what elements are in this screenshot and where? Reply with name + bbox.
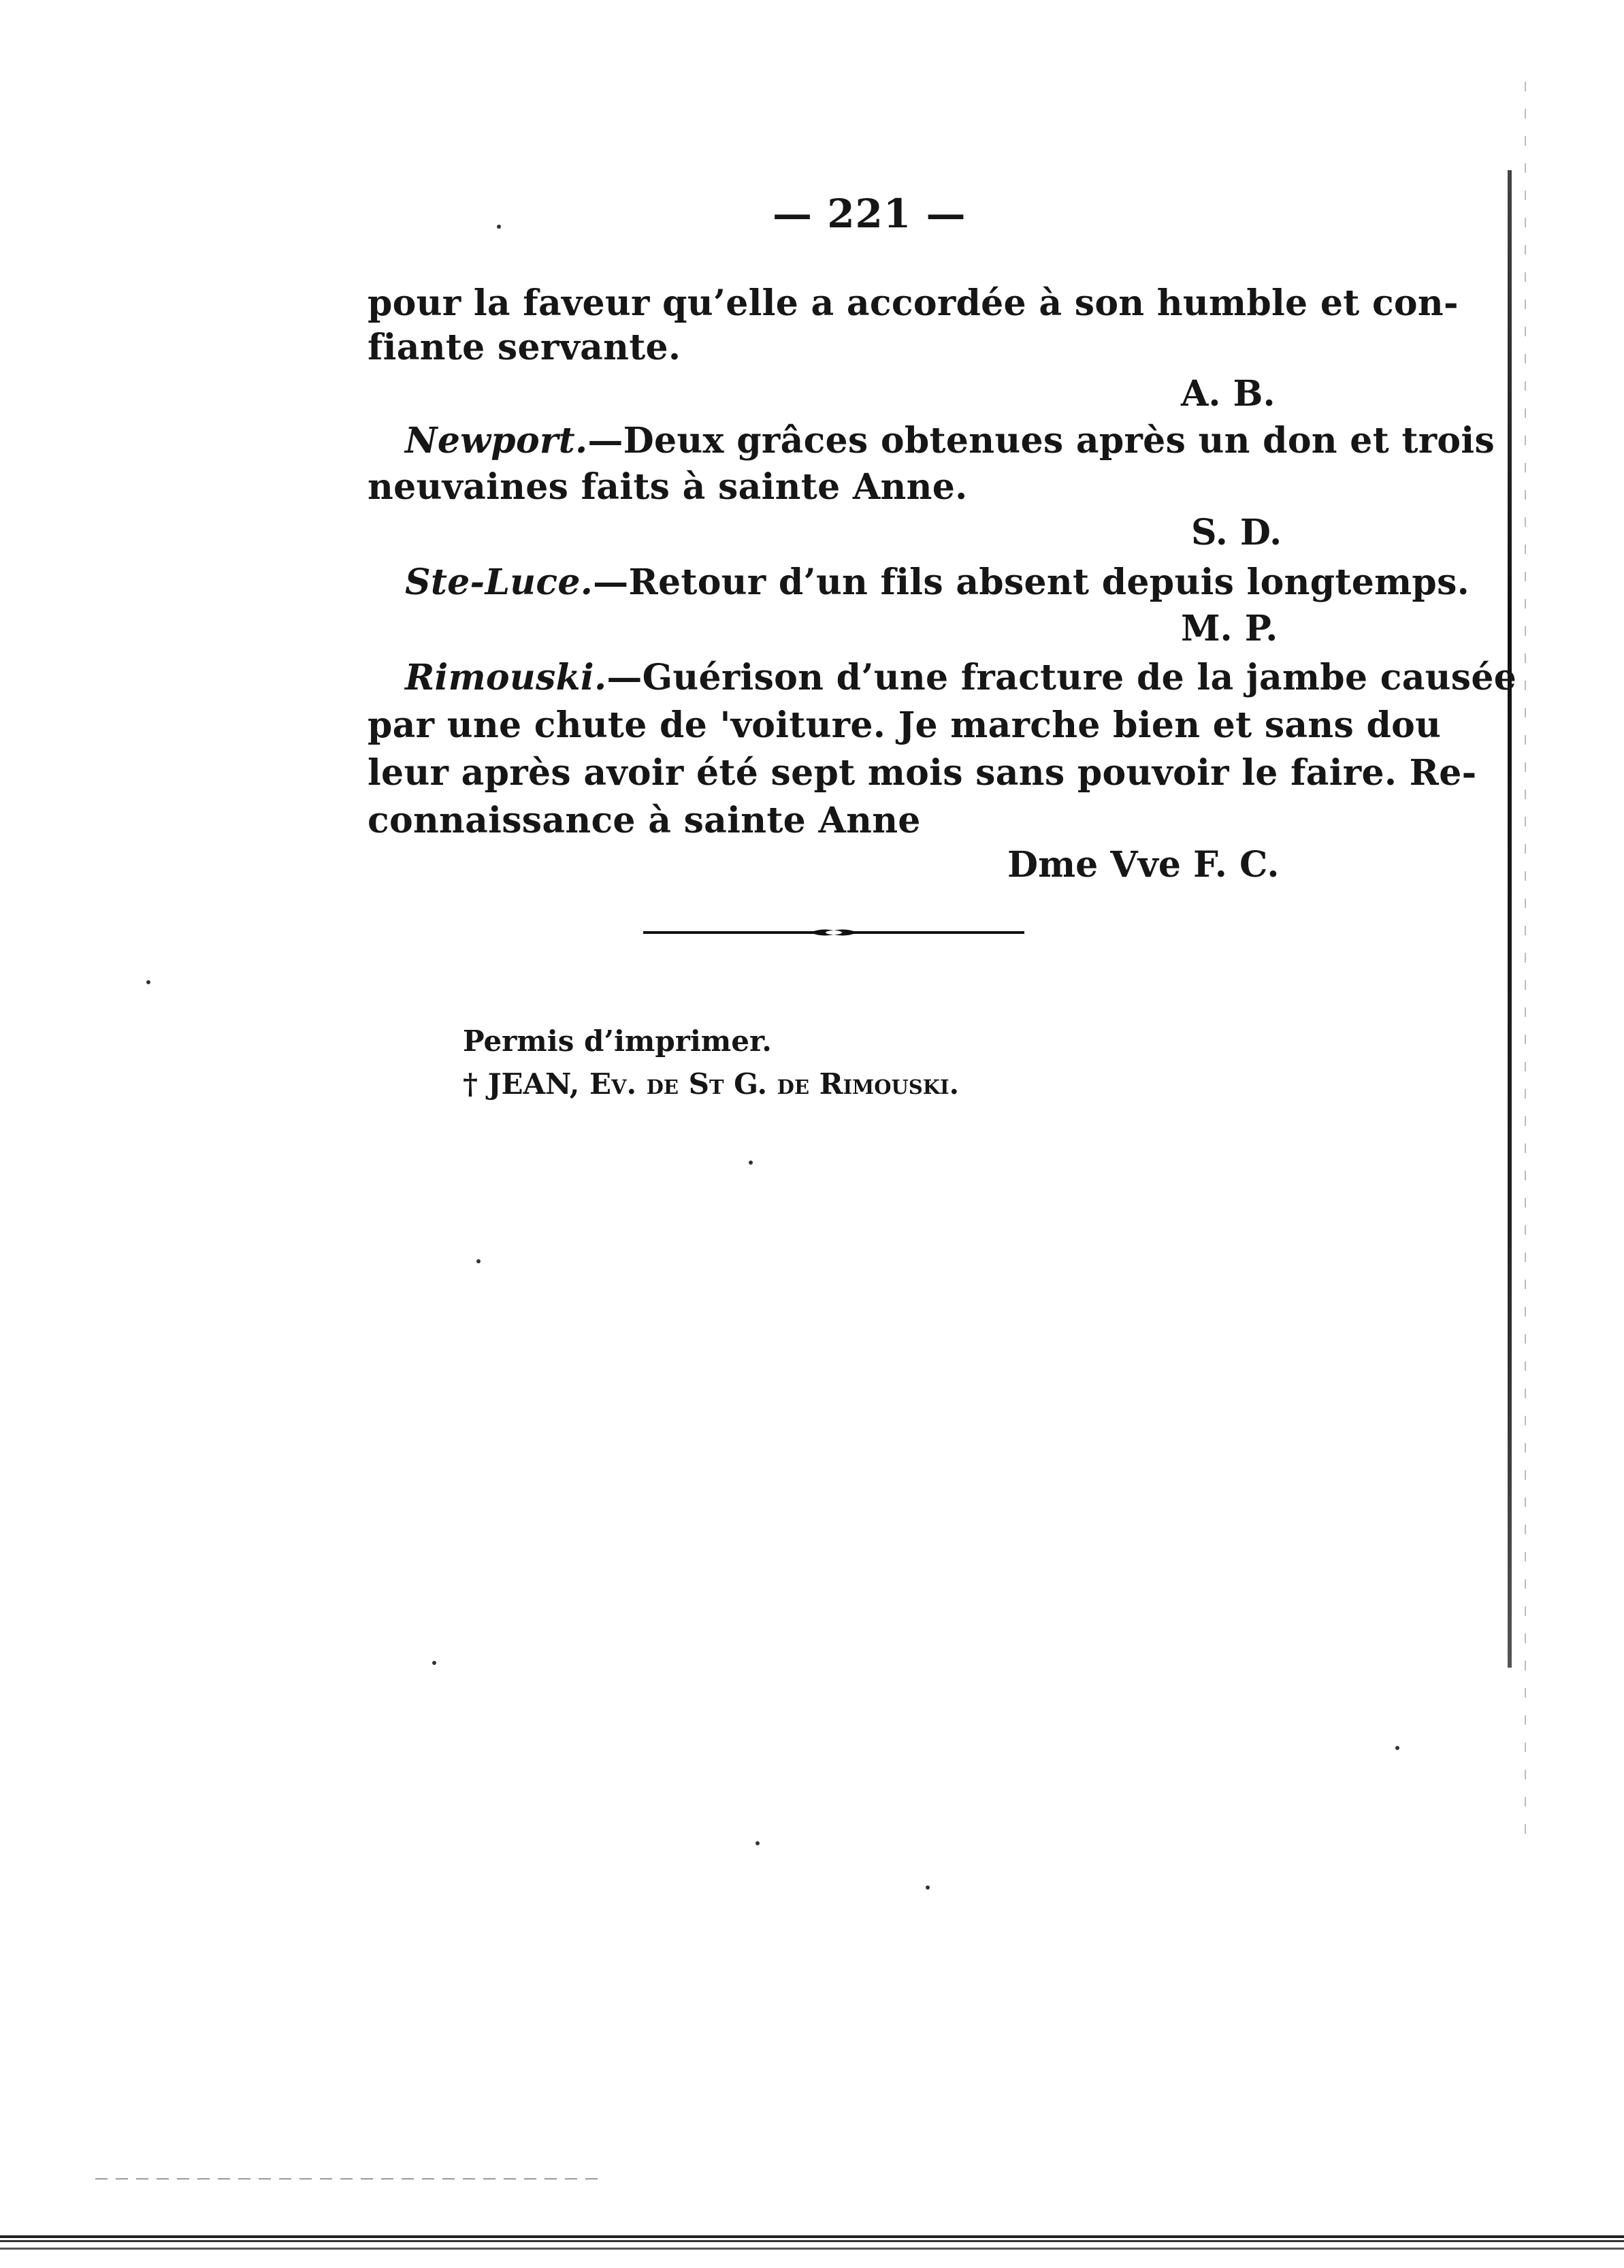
imprimatur-line-1: Permis d’imprimer.	[463, 1024, 772, 1058]
imprimatur-line-2	[463, 1067, 959, 1101]
signature-ab: A. B.	[1181, 373, 1276, 415]
page-number: — 221 —	[773, 191, 967, 237]
bishop-title: Ev. de St G. de Rimouski.	[589, 1067, 960, 1101]
paragraph-2-line-1	[405, 420, 1495, 461]
signature-sd: S. D.	[1191, 512, 1282, 553]
scan-speck	[1395, 1746, 1399, 1750]
scan-speck	[749, 1161, 753, 1165]
scan-speck	[497, 225, 501, 229]
paragraph-2-text: —Deux grâces obtenues après un don et trois	[587, 420, 1495, 461]
paragraph-2-line-2: neuvaines faits à sainte Anne.	[368, 466, 968, 508]
paragraph-1-line-1: pour la faveur qu’elle a accordée à son humble et con-	[368, 282, 1459, 324]
scan-speck	[756, 1841, 760, 1845]
paragraph-4-line-3: leur après avoir été sept mois sans pouvoir le faire. Re-	[368, 752, 1477, 794]
scan-speck	[926, 1885, 930, 1890]
paragraph-4-text: —Guérison d’une fracture de la jambe causée	[606, 657, 1517, 698]
paragraph-4-line-2: par une chute de 'voiture. Je marche bien et sans dou	[368, 704, 1442, 746]
paragraph-1-line-2: fiante servante.	[368, 327, 681, 368]
scan-speck	[432, 1661, 436, 1665]
place-rimouski: Rimouski.	[405, 657, 607, 698]
scan-speck	[146, 980, 150, 984]
signature-mp: M. P.	[1181, 608, 1278, 649]
signature-dme-vve-fc: Dme Vve F. C.	[1007, 844, 1280, 886]
paragraph-4-line-1	[405, 657, 1516, 698]
faint-scan-line	[95, 2178, 599, 2180]
binding-edge-shadow	[1508, 170, 1512, 1668]
bottom-scan-edge-inner	[0, 2248, 1624, 2250]
place-ste-luce: Ste-Luce.	[405, 562, 594, 603]
margin-scan-artifact	[1525, 82, 1526, 1851]
bottom-scan-edge	[0, 2235, 1624, 2242]
paragraph-3-text: —Retour d’un fils absent depuis longtemps.	[593, 562, 1470, 603]
scan-speck	[476, 1259, 481, 1263]
ornamental-divider	[643, 928, 1024, 937]
place-newport: Newport.	[405, 420, 588, 461]
bishop-name: † JEAN,	[463, 1067, 590, 1101]
paragraph-3-line-1	[405, 562, 1469, 603]
paragraph-4-line-4: connaissance à sainte Anne	[368, 800, 921, 841]
